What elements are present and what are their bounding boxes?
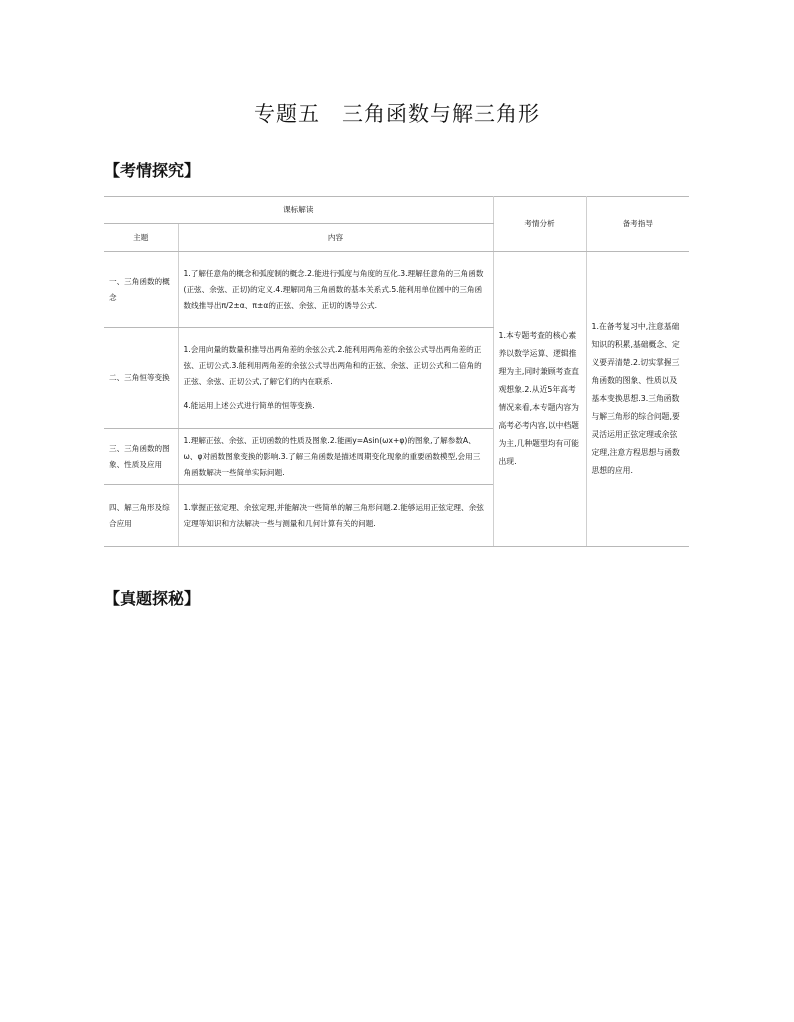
section-heading-real-exam: 【真题探秘】 xyxy=(104,589,201,608)
content-cell: 1.了解任意角的概念和弧度制的概念.2.能进行弧度与角度的互化.3.理解任意角的三角函数(正弦、余弦、正切)的定义.4.理解同角三角函数的基本关系式.5.能利用单位圆中的三角函数线推导出π/2±α、π±α的正弦、余弦、正切的诱导公式. xyxy=(178,252,493,328)
content-paragraph: 1.会用向量的数量积推导出两角差的余弦公式.2.能利用两角差的余弦公式导出两角差的正弦、正切公式.3.能利用两角差的余弦公式导出两角和的正弦、余弦、正切公式和二倍角的正弦、余弦、正切公式,了解它们的内在联系. xyxy=(183,345,482,386)
table-row xyxy=(104,252,689,328)
content-cell xyxy=(178,328,493,429)
section-heading-exam-analysis: 【考情探究】 xyxy=(104,161,201,180)
topic-cell: 三、三角函数的图象、性质及应用 xyxy=(104,429,178,485)
topic-cell: 四、解三角形及综合应用 xyxy=(104,485,178,547)
header-guide: 备考指导 xyxy=(586,197,689,252)
guide-cell: 1.在备考复习中,注意基础知识的积累,基础概念、定义要弄清楚.2.切实掌握三角函数的图象、性质以及基本变换思想.3.三角函数与解三角形的综合问题,要灵活运用正弦定理或余弦定理,注意方程思想与函数思想的应用. xyxy=(586,252,689,547)
analysis-cell: 1.本专题考查的核心素养以数学运算、逻辑推理为主,同时兼顾考查直观想象.2.从近5年高考情况来看,本专题内容为高考必考内容,以中档题为主,几种题型均有可能出现. xyxy=(493,252,586,547)
header-content: 内容 xyxy=(178,224,493,252)
exam-outline-table xyxy=(104,196,689,547)
content-paragraph: 4.能运用上述公式进行简单的恒等变换. xyxy=(183,401,315,410)
page-title: 专题五 三角函数与解三角形 xyxy=(254,102,540,126)
header-curriculum: 课标解读 xyxy=(104,197,493,224)
content-cell: 1.掌握正弦定理、余弦定理,并能解决一些简单的解三角形问题.2.能够运用正弦定理、余弦定理等知识和方法解决一些与测量和几何计算有关的问题. xyxy=(178,485,493,547)
topic-cell: 二、三角恒等变换 xyxy=(104,328,178,429)
content-cell: 1.理解正弦、余弦、正切函数的性质及图象.2.能画y=Asin(ωx+φ)的图象,了解参数A、ω、φ对函数图象变换的影响.3.了解三角函数是描述周期变化现象的重要函数模型,会用三角函数解决一些简单实际问题. xyxy=(178,429,493,485)
header-topic: 主题 xyxy=(104,224,178,252)
header-analysis: 考情分析 xyxy=(493,197,586,252)
topic-cell: 一、三角函数的概念 xyxy=(104,252,178,328)
